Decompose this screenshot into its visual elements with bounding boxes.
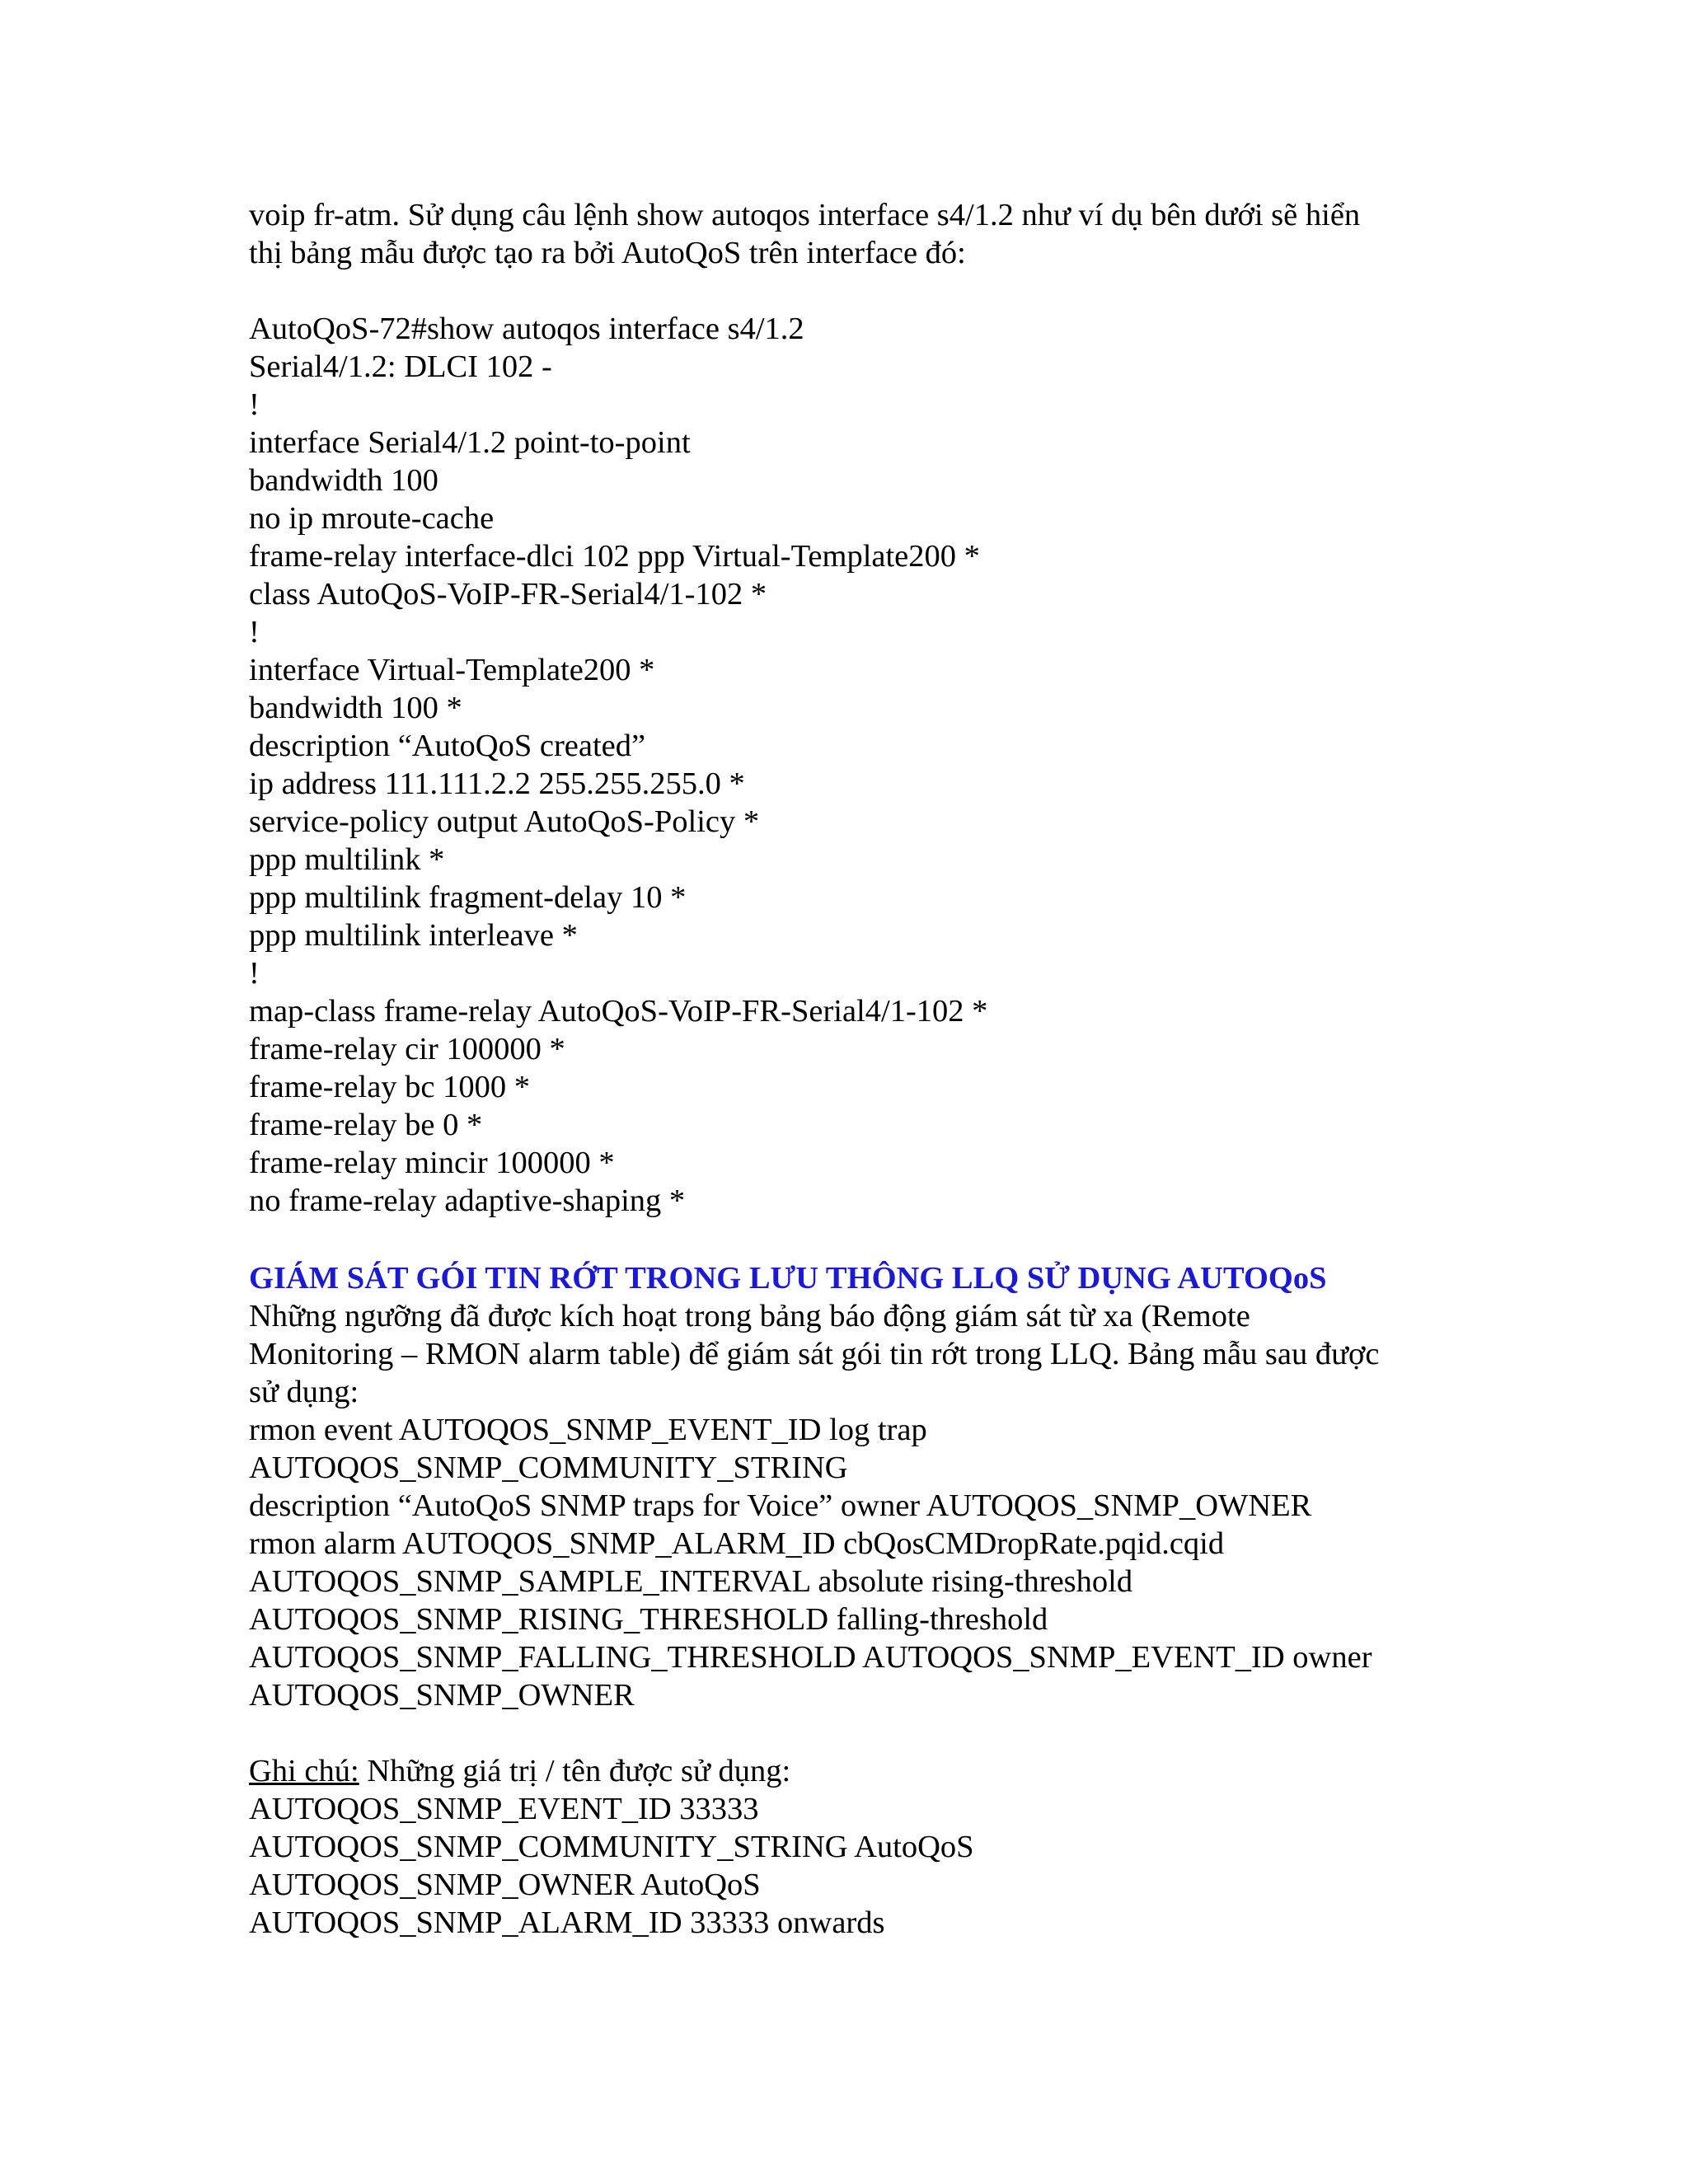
note-intro xyxy=(249,1752,1452,1790)
rmon-line: description “AutoQoS SNMP traps for Voice” owner AUTOQOS_SNMP_OWNER xyxy=(249,1488,1312,1523)
spacer xyxy=(249,1220,1452,1258)
section-paragraph-line: Những ngưỡng đã được kích hoạt trong bảng báo động giám sát từ xa (Remote xyxy=(249,1299,1250,1333)
config-output xyxy=(249,310,1452,1220)
config-line: frame-relay interface-dlci 102 ppp Virtual-Template200 * xyxy=(249,539,980,574)
config-line: bandwidth 100 xyxy=(249,463,438,498)
config-line: bandwidth 100 * xyxy=(249,691,462,725)
document-page xyxy=(249,196,1452,1942)
note-value: AUTOQOS_SNMP_COMMUNITY_STRING AutoQoS xyxy=(249,1830,974,1864)
config-line: ppp multilink fragment-delay 10 * xyxy=(249,880,687,915)
rmon-line: rmon alarm AUTOQOS_SNMP_ALARM_ID cbQosCMDropRate.pqid.cqid xyxy=(249,1526,1225,1561)
config-line: map-class frame-relay AutoQoS-VoIP-FR-Serial4/1-102 * xyxy=(249,994,988,1029)
note-value: AUTOQOS_SNMP_OWNER AutoQoS xyxy=(249,1868,761,1902)
intro-line: thị bảng mẫu được tạo ra bởi AutoQoS trên interface đó: xyxy=(249,236,966,270)
config-line: no frame-relay adaptive-shaping * xyxy=(249,1183,686,1218)
rmon-section xyxy=(249,1259,1452,1714)
rmon-line: AUTOQOS_SNMP_SAMPLE_INTERVAL absolute rising-threshold xyxy=(249,1564,1133,1599)
config-line: description “AutoQoS created” xyxy=(249,729,646,763)
config-line: frame-relay cir 100000 * xyxy=(249,1032,565,1066)
config-line: ip address 111.111.2.2 255.255.255.0 * xyxy=(249,766,745,801)
rmon-line: AUTOQOS_SNMP_OWNER xyxy=(249,1678,635,1713)
rmon-line: rmon event AUTOQOS_SNMP_EVENT_ID log trap xyxy=(249,1413,927,1447)
section-paragraph-line: sử dụng: xyxy=(249,1375,359,1409)
note-value: AUTOQOS_SNMP_ALARM_ID 33333 onwards xyxy=(249,1905,885,1940)
config-line: service-policy output AutoQoS-Policy * xyxy=(249,804,760,839)
config-line: class AutoQoS-VoIP-FR-Serial4/1-102 * xyxy=(249,577,767,612)
config-line: no ip mroute-cache xyxy=(249,501,495,536)
config-line: ! xyxy=(249,387,260,422)
rmon-line: AUTOQOS_SNMP_FALLING_THRESHOLD AUTOQOS_SNMP_EVENT_ID owner xyxy=(249,1640,1372,1675)
config-line: ! xyxy=(249,615,260,649)
note-value: AUTOQOS_SNMP_EVENT_ID 33333 xyxy=(249,1792,759,1826)
section-paragraph-line: Monitoring – RMON alarm table) để giám sát gói tin rớt trong LLQ. Bảng mẫu sau được xyxy=(249,1337,1380,1371)
spacer xyxy=(249,272,1452,310)
intro-line: voip fr-atm. Sử dụng câu lệnh show autoqos interface s4/1.2 như ví dụ bên dưới sẽ hiển xyxy=(249,198,1361,232)
config-line: interface Virtual-Template200 * xyxy=(249,653,655,687)
config-line: frame-relay mincir 100000 * xyxy=(249,1146,615,1180)
config-line: frame-relay bc 1000 * xyxy=(249,1070,530,1104)
rmon-line: AUTOQOS_SNMP_RISING_THRESHOLD falling-threshold xyxy=(249,1602,1048,1637)
note-text: Những giá trị / tên được sử dụng: xyxy=(359,1754,791,1788)
config-line: ! xyxy=(249,956,260,991)
note-label: Ghi chú: xyxy=(249,1754,359,1788)
spacer xyxy=(249,1714,1452,1752)
config-line: AutoQoS-72#show autoqos interface s4/1.2 xyxy=(249,312,804,346)
config-line: frame-relay be 0 * xyxy=(249,1108,483,1142)
note-block xyxy=(249,1752,1452,1942)
rmon-line: AUTOQOS_SNMP_COMMUNITY_STRING xyxy=(249,1451,848,1485)
config-line: ppp multilink interleave * xyxy=(249,918,578,953)
config-line: ppp multilink * xyxy=(249,842,445,877)
intro-paragraph xyxy=(249,196,1452,272)
section-heading: GIÁM SÁT GÓI TIN RỚT TRONG LƯU THÔNG LLQ SỬ DỤNG AUTOQoS xyxy=(249,1261,1327,1296)
config-line: interface Serial4/1.2 point-to-point xyxy=(249,425,691,460)
config-line: Serial4/1.2: DLCI 102 - xyxy=(249,349,552,384)
